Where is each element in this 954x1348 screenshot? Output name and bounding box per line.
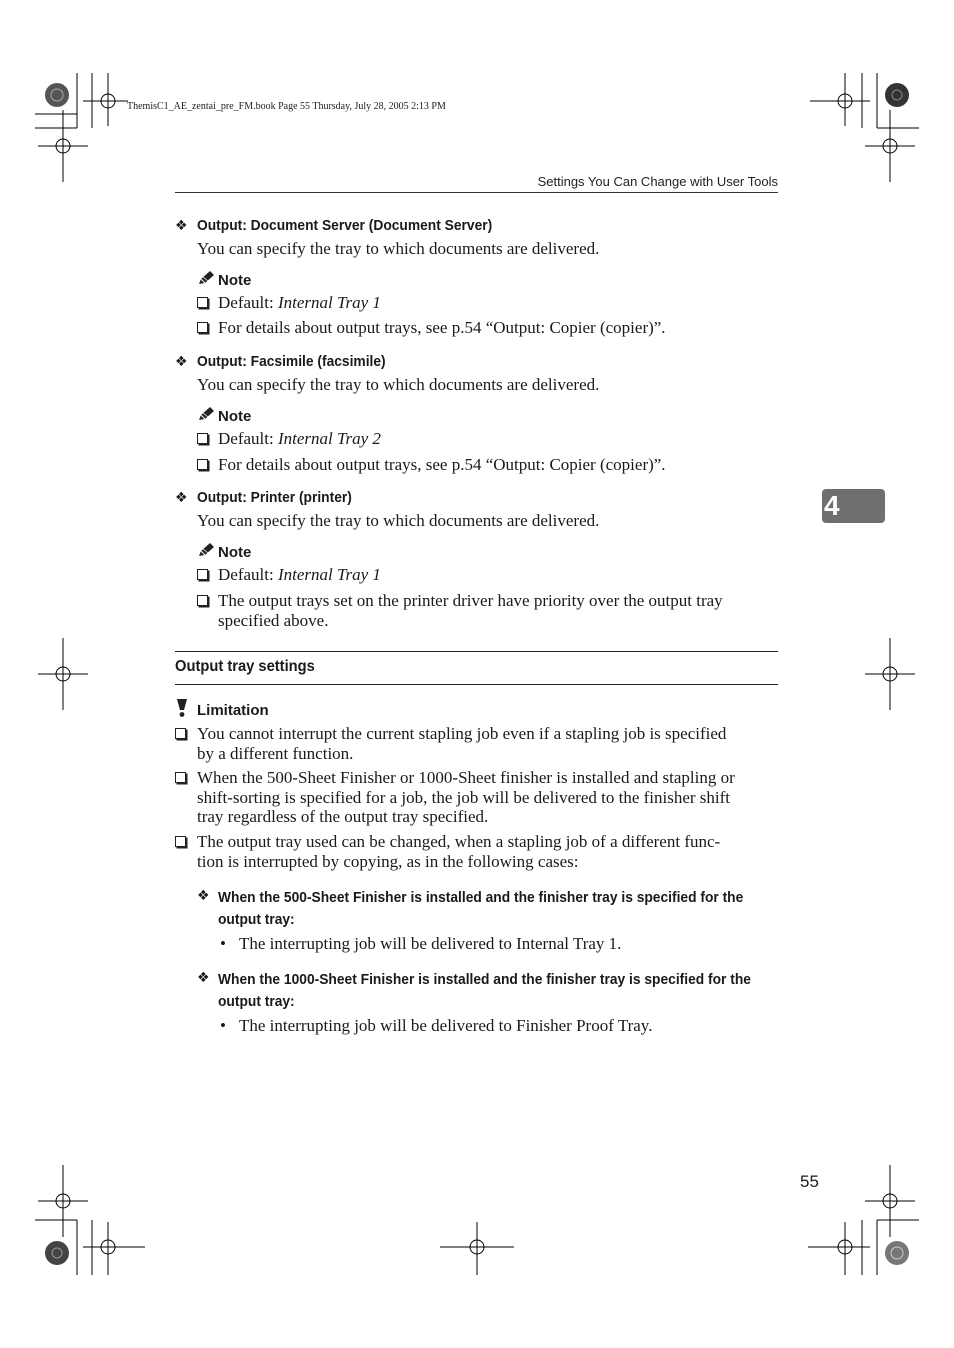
note-item: Default: Internal Tray 2 [218,429,381,448]
checkbox-bullet-icon [197,595,208,606]
diamond-bullet-icon: ❖ [197,970,210,986]
checkbox-bullet-icon [197,433,208,444]
checkbox-bullet-icon [197,569,208,580]
limitation-icon [175,698,189,718]
case-title: When the 500-Sheet Finisher is installed and the finisher tray is specified for the output tray: [218,889,744,928]
bullet-dot-icon: • [220,934,226,953]
checkbox-bullet-icon [175,836,186,847]
limitation-item: The output tray used can be changed, when a stapling job of a different func- tion is interrupted by copying, as in the following cases: [197,832,721,871]
section-desc: You can specify the tray to which documents are delivered. [197,375,600,394]
page-number: 55 [800,1172,819,1191]
note-item: The output trays set on the printer driver have priority over the output tray specified above. [218,591,723,630]
note-item: Default: Internal Tray 1 [218,293,381,312]
case-bullet-text: The interrupting job will be delivered to Internal Tray 1. [239,934,622,953]
note-pencil-icon [197,406,215,422]
header-rule [175,192,778,193]
note-label: Note [218,544,252,561]
case-bullet-text: The interrupting job will be delivered to Finisher Proof Tray. [239,1016,653,1035]
print-info: ThemisC1_AE_zentai_pre_FM.book Page 55 Thursday, July 28, 2005 2:13 PM [127,101,446,112]
section-desc: You can specify the tray to which documents are delivered. [197,511,600,530]
diamond-bullet-icon: ❖ [175,490,188,506]
running-head: Settings You Can Change with User Tools [537,174,778,189]
note-item: For details about output trays, see p.54 “Output: Copier (copier)”. [218,318,666,337]
case-title: When the 1000-Sheet Finisher is installed and the finisher tray is specified for the output tray: [218,971,751,1010]
note-item: For details about output trays, see p.54 “Output: Copier (copier)”. [218,455,666,474]
note-pencil-icon [197,270,215,286]
chapter-tab-number: 4 [824,490,840,521]
limitation-label: Limitation [197,702,269,719]
note-item: Default: Internal Tray 1 [218,565,381,584]
limitation-item: You cannot interrupt the current stapling job even if a stapling job is specified by a different function. [197,724,727,763]
section-title: Output: Document Server (Document Server) [197,217,493,234]
checkbox-bullet-icon [175,728,186,739]
limitation-item: When the 500-Sheet Finisher or 1000-Sheet finisher is installed and stapling or shift-sorting is specified for a job, the job will be delivered to the finisher shift tray regardless of the output tray specified. [197,768,735,826]
section-title: Output: Printer (printer) [197,489,352,506]
checkbox-bullet-icon [197,297,208,308]
subsection-title: Output tray settings [175,658,315,675]
diamond-bullet-icon: ❖ [197,888,210,904]
note-pencil-icon [197,542,215,558]
diamond-bullet-icon: ❖ [175,218,188,234]
checkbox-bullet-icon [197,459,208,470]
section-desc: You can specify the tray to which documents are delivered. [197,239,600,258]
checkbox-bullet-icon [197,322,208,333]
section-title: Output: Facsimile (facsimile) [197,353,386,370]
subsection-rule-top [175,651,778,652]
subsection-rule-bottom [175,684,778,685]
checkbox-bullet-icon [175,772,186,783]
bullet-dot-icon: • [220,1016,226,1035]
diamond-bullet-icon: ❖ [175,354,188,370]
note-label: Note [218,408,252,425]
note-label: Note [218,272,252,289]
